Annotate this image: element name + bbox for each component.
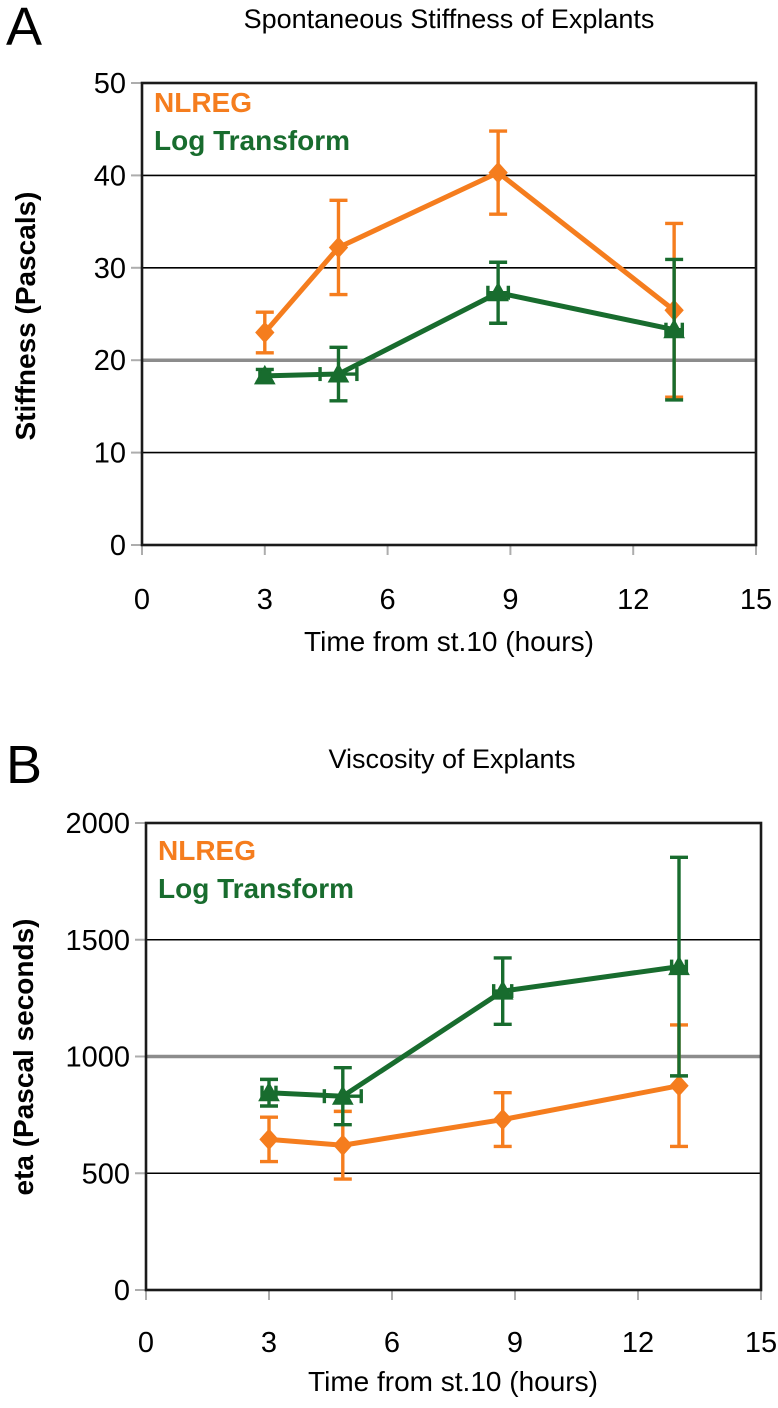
x-tick-label: 9 (506, 1327, 524, 1359)
x-tick-label: 9 (502, 584, 519, 616)
x-tick-label: 12 (617, 584, 650, 616)
x-tick-label: 15 (744, 1327, 778, 1359)
series-nlreg-marker-diamond (670, 1076, 688, 1096)
stiffness-y-axis-title: Stiffness (Pascals) (10, 191, 41, 441)
stiffness-legend (154, 84, 350, 160)
viscosity-legend-item-log-transform: Log Transform (158, 873, 355, 904)
stiffness-legend-item-nlreg: NLREG (154, 87, 252, 118)
x-tick-label: 6 (379, 584, 396, 616)
y-tick-label: 1000 (65, 1041, 130, 1074)
series-log-transform-line (269, 967, 679, 1097)
series-nlreg-marker-diamond (260, 1129, 278, 1149)
x-tick-label: 3 (256, 584, 273, 616)
series-nlreg (256, 131, 683, 397)
x-tick-label: 12 (621, 1327, 655, 1359)
y-tick-label: 40 (93, 160, 126, 193)
viscosity-x-axis-title: Time from st.10 (hours) (308, 1366, 598, 1397)
viscosity-chart-title: Viscosity of Explants (328, 744, 576, 774)
y-tick-label: 50 (93, 68, 126, 100)
series-log-transform-line (265, 293, 674, 376)
viscosity-legend-item-nlreg: NLREG (158, 835, 256, 866)
series-nlreg-marker-diamond (494, 1110, 512, 1130)
series-log-transform (255, 259, 684, 400)
y-tick-label: 1500 (65, 924, 130, 957)
y-tick-label: 2000 (65, 808, 130, 840)
x-tick-label: 6 (383, 1327, 401, 1359)
x-tick-label: 3 (260, 1327, 278, 1359)
viscosity-y-axis-title: eta (Pascal seconds) (8, 918, 39, 1196)
stiffness-chart-title: Spontaneous Stiffness of Explants (243, 4, 655, 34)
series-nlreg-marker-diamond (334, 1135, 352, 1155)
x-tick-label: 15 (739, 584, 773, 616)
stiffness-legend-item-log-transform: Log Transform (154, 125, 351, 156)
stiffness-x-axis-title: Time from st.10 (hours) (304, 626, 594, 657)
panel-b-letter: B (6, 735, 43, 795)
y-tick-label: 20 (93, 345, 126, 378)
y-tick-label: 0 (113, 1275, 130, 1307)
y-tick-label: 0 (109, 530, 126, 562)
y-tick-label: 500 (81, 1158, 130, 1191)
x-tick-label: 0 (137, 1327, 155, 1359)
y-tick-label: 30 (93, 252, 126, 285)
viscosity-legend (158, 832, 354, 908)
y-tick-label: 10 (93, 437, 126, 470)
x-tick-label: 0 (133, 584, 151, 616)
panel-a-letter: A (6, 0, 43, 57)
